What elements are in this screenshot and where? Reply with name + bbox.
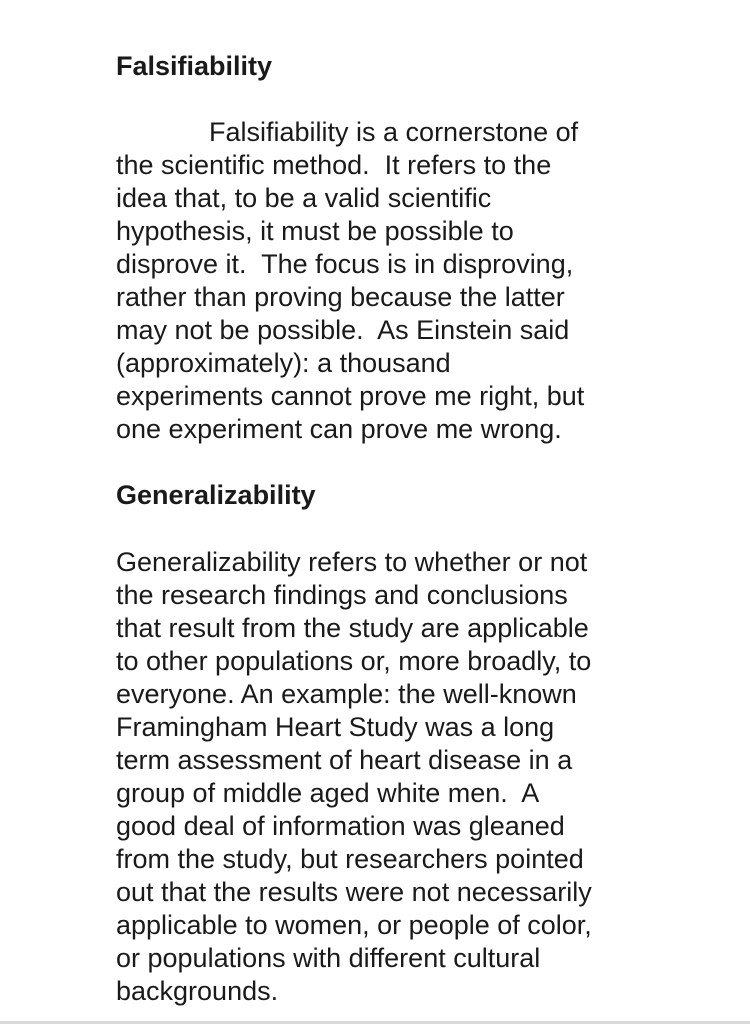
section-generalizability <box>116 479 691 512</box>
paragraph-text <box>116 546 691 1008</box>
paragraph-line: may not be possible. As Einstein said <box>116 315 570 345</box>
paragraph-line: from the study, but researchers pointed <box>116 844 584 874</box>
paragraph-line: disprove it. The focus is in disproving, <box>116 249 574 279</box>
paragraph-text <box>116 116 691 446</box>
paragraph-line: idea that, to be a valid scientific <box>116 183 492 213</box>
paragraph-line: term assessment of heart disease in a <box>116 745 573 775</box>
section-heading: Generalizability <box>116 480 316 510</box>
section-falsifiability <box>116 50 691 83</box>
paragraph-line: applicable to women, or people of color, <box>116 910 592 940</box>
paragraph-line: to other populations or, more broadly, to <box>116 646 592 676</box>
paragraph-falsifiability <box>116 116 691 446</box>
paragraph-line: good deal of information was gleaned <box>116 811 565 841</box>
paragraph-line: or populations with different cultural <box>116 943 541 973</box>
paragraph-line: the scientific method. It refers to the <box>116 150 552 180</box>
paragraph-line: everyone. An example: the well-known <box>116 679 577 709</box>
paragraph-line: rather than proving because the latter <box>116 282 565 312</box>
paragraph-line: out that the results were not necessarily <box>116 877 592 907</box>
paragraph-line: hypothesis, it must be possible to <box>116 216 514 246</box>
paragraph-line: Falsifiability is a cornerstone of <box>209 117 579 147</box>
paragraph-line: Framingham Heart Study was a long <box>116 712 555 742</box>
paragraph-line: Generalizability refers to whether or not <box>116 547 588 577</box>
paragraph-line: experiments cannot prove me right, but <box>116 381 585 411</box>
paragraph-line: that result from the study are applicable <box>116 613 589 643</box>
paragraph-line: the research findings and conclusions <box>116 580 568 610</box>
section-heading: Falsifiability <box>116 51 273 81</box>
paragraph-generalizability <box>116 546 691 1008</box>
paragraph-line: group of middle aged white men. A <box>116 778 540 808</box>
paragraph-line: (approximately): a thousand <box>116 348 451 378</box>
paragraph-line: one experiment can prove me wrong. <box>116 414 562 444</box>
paragraph-line: backgrounds. <box>116 976 279 1006</box>
